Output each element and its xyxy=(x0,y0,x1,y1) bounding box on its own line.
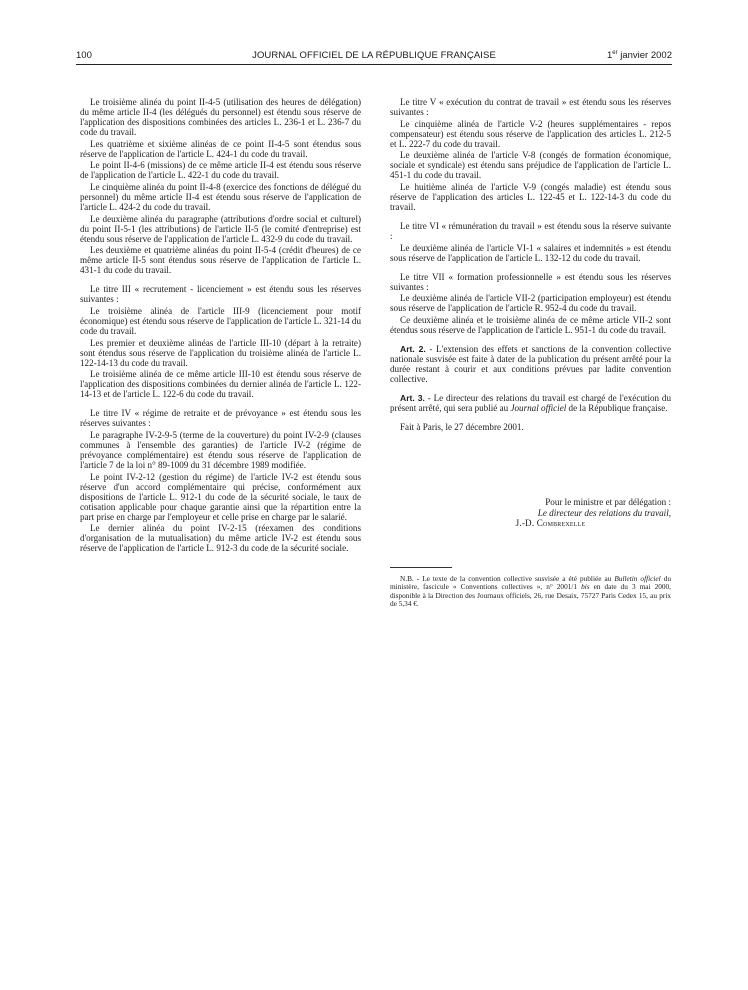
signature-line-1: Pour le ministre et par délégation : xyxy=(545,497,671,507)
paragraph: Les quatrième et sixième alinéas de ce point II-4-5 sont étendus sous réserve de l'application de l'article L. 424-1 du code du travail. xyxy=(80,138,361,159)
paragraph: Le deuxième alinéa du paragraphe (attributions d'ordre social et culturel) du point II-5-1 (les attributions) de l'article II-5 (le comité d'entreprise) est étendu sous réserve de l'application de l'article L. 432-9 du code du travail. xyxy=(80,213,361,244)
paragraph: Le deuxième alinéa de l'article V-8 (congés de formation économique, sociale et syndicale) est étendu sans préjudice de l'application de l'article L. 451-1 du code du travail. xyxy=(390,150,671,181)
article-3-text: - Le directeur des relations du travail est chargé de l'exécution du présent arrêté, qui sera publié au xyxy=(390,393,671,414)
paragraph: Le troisième alinéa de ce même article III-10 est étendu sous réserve de l'application des dispositions combinées du dernier alinéa de l'article L. 122-14-13 et de l'article L. 122-6 du code du travail. xyxy=(80,369,361,400)
issue-date-day: 1 xyxy=(606,50,613,62)
paragraph: Le cinquième alinéa du point II-4-8 (exercice des fonctions de délégué du personnel) du même article II-4 est étendu sous réserve de l'application de l'article L. 424-2 du code du travail. xyxy=(80,181,361,212)
article-2-label: Art. 2. xyxy=(400,343,426,354)
header-rule xyxy=(76,64,672,65)
article-3-label: Art. 3. xyxy=(400,393,425,404)
issue-date xyxy=(607,50,672,61)
paragraph: Ce deuxième alinéa et le troisième alinéa de ce même article VII-2 sont étendus sous réserve de l'application de l'article L. 951-1 du code du travail. xyxy=(390,314,671,335)
footnote xyxy=(390,575,671,609)
right-column xyxy=(390,97,671,434)
signature-name: J.-D. Combrexelle xyxy=(515,518,586,529)
issue-date-suffix: er xyxy=(612,50,618,56)
article-3-end: de la République française. xyxy=(566,403,668,414)
paragraph: Le paragraphe IV-2-9-5 (terme de la couverture) du point IV-2-9 (clauses communes à l'ensemble des garanties) de l'article IV-2 (régime de prévoyance complémentaire) est étendu sous réserve de l'application de l'article 7 de la loi n° 89-1009 du 31 décembre 1989 modifiée. xyxy=(80,429,361,471)
footnote-part-3: en date du 3 mai 2000, disponible à la Direction des Journaux officiels, 26, rue Desaix, 75727 Paris Cedex 15, au prix de 5,34 €. xyxy=(390,582,672,609)
done-at-line: Fait à Paris, le 27 décembre 2001. xyxy=(400,422,524,433)
paragraph: Le point II-4-6 (missions) de ce même article II-4 est étendu sous réserve de l'application de l'article L. 422-1 du code du travail. xyxy=(80,160,361,181)
paragraph: Le troisième alinéa du point II-4-5 (utilisation des heures de délégation) du même article II-4 (les délégués du personnel) est étendu sous réserve de l'application des dispositions combinées des articles L. 236-1 et L. 236-7 du code du travail. xyxy=(80,97,361,138)
article-2-text: - L'extension des effets et sanctions de la convention collective nationale susvisée est faite à dater de la publication du présent arrêté pour la durée restant à courir et aux conditions prévues par ladite convention collective. xyxy=(390,343,672,385)
footnote-part-2: du ministère, fascicule « Conventions collectives », n° 2001/1 xyxy=(390,574,671,592)
signature-line-2: Le directeur des relations du travail, xyxy=(537,507,671,518)
title-heading-paragraph: Le titre V « exécution du contrat de travail » est étendu sous les réserves suivantes : xyxy=(390,97,671,118)
paragraph: Les premier et deuxième alinéas de l'article III-10 (départ à la retraite) sont étendus sous réserve de l'application du troisième alinéa de l'article L. 122-14-13 du code du travail. xyxy=(80,337,361,368)
article-3 xyxy=(390,393,671,413)
article-3-journal: Journal officiel xyxy=(510,403,567,414)
title-heading-paragraph: Le titre VII « formation professionnelle » est étendu sous les réserves suivantes : xyxy=(390,271,671,292)
paragraph: Le deuxième alinéa de l'article VI-1 « salaires et indemnités » est étendu sous réserve de l'application de l'article L. 132-12 du code du travail. xyxy=(390,242,671,263)
signature-block xyxy=(390,497,671,529)
title-heading-paragraph: Le titre III « recrutement - licenciement » est étendu sous les réserves suivantes : xyxy=(80,284,361,305)
footnote-bulletin: Bulletin officiel xyxy=(614,574,661,583)
footnote-bis: bis xyxy=(581,582,590,592)
paragraph: Le huitième alinéa de l'article V-9 (congés maladie) est étendu sous réserve de l'application des articles L. 122-45 et L. 122-14-3 du code du travail. xyxy=(390,181,671,212)
paragraph: Le point IV-2-12 (gestion du régime) de l'article IV-2 est étendu sous réserve d'un accord complémentaire qui précise, conformément aux dispositions de l'article L. 912-1 du code de la sécurité sociale, le taux de cotisation applicable pour chaque garantie ainsi que la répartition entre la part prise en charge par l'employeur et celle prise en charge par le salarié. xyxy=(80,471,361,522)
article-2 xyxy=(390,344,671,384)
title-heading-paragraph: Le titre VI « rémunération du travail » est étendu sous la réserve suivante : xyxy=(390,221,671,242)
footnote-part-1: N.B. - Le texte de la convention collective susvisée a été publiée au xyxy=(400,574,615,583)
page-header xyxy=(76,50,672,64)
left-column xyxy=(80,97,361,555)
paragraph: Le troisième alinéa de l'article III-9 (licenciement pour motif économique) est étendu sous réserve de l'application de l'article L. 321-14 du code du travail. xyxy=(80,305,361,336)
journal-title: JOURNAL OFFICIEL DE LA RÉPUBLIQUE FRANÇAISE xyxy=(252,50,496,61)
paragraph: Le dernier alinéa du point IV-2-15 (réexamen des conditions d'organisation de la mutualisation) du même article IV-2 est étendu sous réserve de l'application de l'article L. 912-3 du code de la sécurité sociale. xyxy=(80,523,361,554)
issue-date-rest: janvier 2002 xyxy=(617,50,672,62)
page-number: 100 xyxy=(76,50,92,61)
title-heading-paragraph: Le titre IV « régime de retraite et de prévoyance » est étendu sous les réserves suivantes : xyxy=(80,408,361,429)
footnote-rule xyxy=(390,567,452,568)
paragraph: Le deuxième alinéa de l'article VII-2 (participation employeur) est étendu sous réserve de l'application de l'article R. 952-4 du code du travail. xyxy=(390,293,671,314)
paragraph: Le cinquième alinéa de l'article V-2 (heures supplémentaires - repos compensateur) est étendu sous réserve de l'application des articles L. 212-5 et L. 222-7 du code du travail. xyxy=(390,118,671,149)
paragraph: Les deuxième et quatrième alinéas du point II-5-4 (crédit d'heures) de ce même article II-5 sont étendus sous réserve de l'application de l'article L. 431-1 du code du travail. xyxy=(80,245,361,276)
